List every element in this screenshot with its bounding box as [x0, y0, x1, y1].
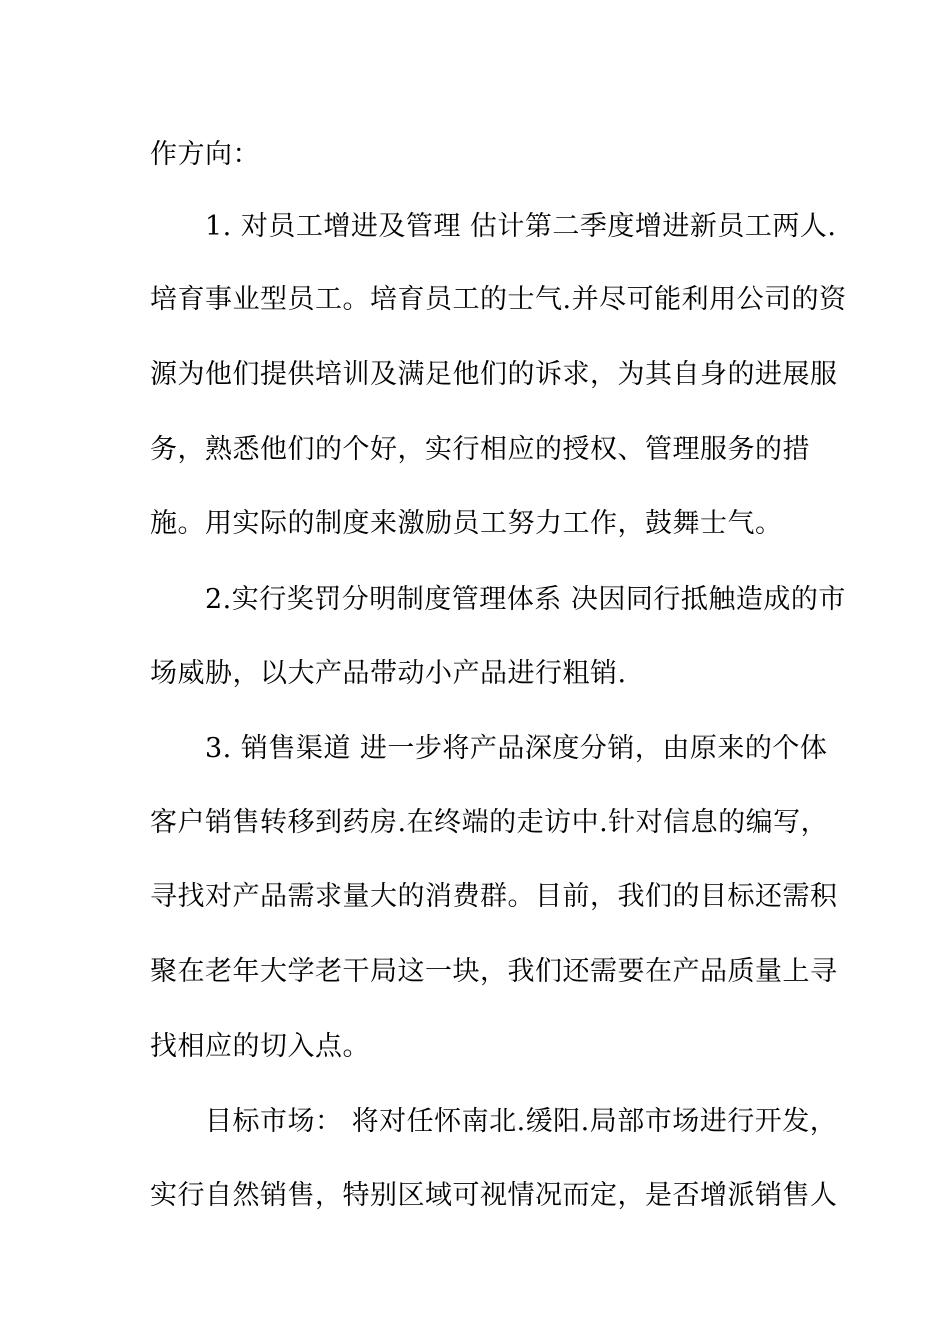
- text-line: 施。用实际的制度来激励员工努力工作，鼓舞士气。: [150, 508, 783, 539]
- text-line: 找相应的切入点。: [150, 1031, 370, 1062]
- text-line: 务，熟悉他们的个好，实行相应的授权、管理服务的措: [150, 434, 810, 465]
- text-line: 作方向：: [150, 139, 260, 170]
- text-line: 客户销售转移到药房.在终端的走访中.针对信息的编写，: [150, 807, 829, 838]
- text-line: 场威胁，以大产品带动小产品进行粗销.: [150, 658, 627, 689]
- text-line: 实行自然销售，特别区域可视情况而定，是否增派销售人: [150, 1180, 838, 1211]
- text-line: 源为他们提供培训及满足他们的诉求，为其自身的进展服: [150, 359, 838, 390]
- text-line: 目标市场： 将对任怀南北.缓阳.局部市场进行开发，: [205, 1106, 838, 1137]
- text-line: 1. 对员工增进及管理 估计第二季度增进新员工两人.: [205, 211, 837, 242]
- text-line: 2.实行奖罚分明制度管理体系 决因同行抵触造成的市: [205, 584, 846, 615]
- text-line: 培育事业型员工。培育员工的士气.并尽可能利用公司的资: [150, 284, 847, 315]
- text-line: 3. 销售渠道 进一步将产品深度分销，由原来的个体: [205, 733, 828, 764]
- text-line: 聚在老年大学老干局这一块，我们还需要在产品质量上寻: [150, 956, 838, 987]
- text-line: 寻找对产品需求量大的消费群。目前，我们的目标还需积: [150, 881, 838, 912]
